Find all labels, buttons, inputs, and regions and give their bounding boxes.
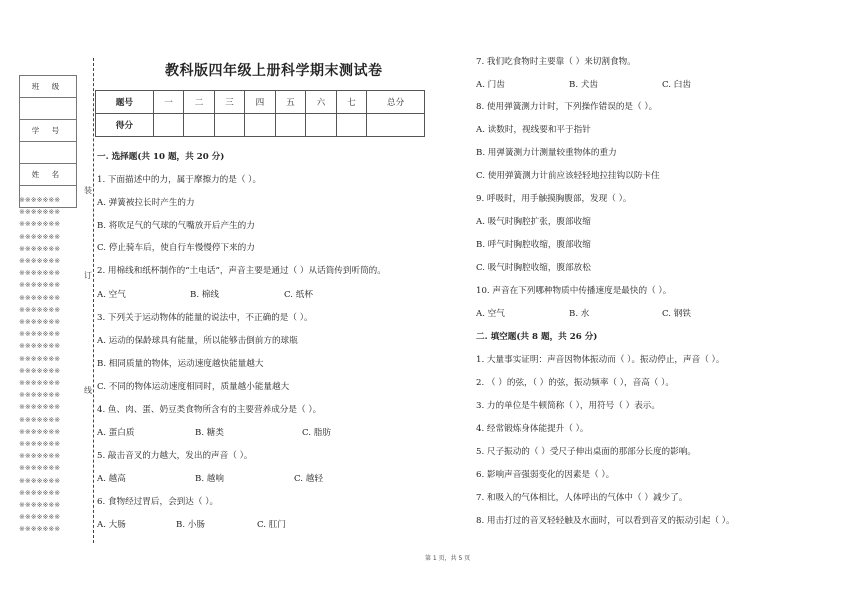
question-4-stem: 4. 鱼、肉、蛋、奶豆类食物所含有的主要营养成分是（ ）。 — [97, 405, 322, 415]
question-6-stem: 6. 食物经过胃后，会到达（ ）。 — [97, 497, 219, 507]
question-5-option-a[interactable]: A. 越高 — [97, 474, 126, 484]
score-header-cell: 一 — [153, 91, 183, 114]
score-cell[interactable] — [336, 114, 366, 137]
score-table-header-row — [96, 91, 425, 114]
page-number: 第 1 页，共 5 页 — [425, 555, 471, 562]
question-7-option-a[interactable]: A. 门齿 — [476, 80, 505, 90]
question-7-option-c[interactable]: C. 臼齿 — [662, 80, 691, 90]
question-3-stem: 3. 下列关于运动物体的能量的说法中，不正确的是（ ）。 — [97, 313, 313, 323]
question-9-option-a[interactable]: A. 吸气时胸腔扩张，腹部收缩 — [476, 217, 591, 227]
score-cell[interactable] — [245, 114, 275, 137]
binding-label-ding: 订 — [84, 271, 92, 280]
score-table — [95, 90, 425, 137]
question-4-option-c[interactable]: C. 脂肪 — [302, 428, 331, 438]
question-9-stem: 9. 呼吸时，用手触摸胸腹部，发现（ ）。 — [476, 194, 632, 204]
question-2-option-c[interactable]: C. 纸杯 — [284, 290, 313, 300]
question-6-option-b[interactable]: B. 小肠 — [176, 520, 205, 530]
score-cell[interactable] — [275, 114, 305, 137]
score-cell[interactable] — [153, 114, 183, 137]
question-5-option-b[interactable]: B. 越响 — [195, 474, 224, 484]
binding-pattern: ※※※※※※※ ※※※※※※※ ※※※※※※※ ※※※※※※※ ※※※※※※※ ※※※※※※※ ※※※※※※※ ※※※※※※※ ※※※※※※※ ※※※※※※※ ※※※※※※※ ※※※※※※※ ※※※※※※※ ※※※※※※※ ※※※※※※※ ※※※※※※※ ※※※※※※※ ※※※※※※※ ※※※※※※※ ※※※※※※※ ※※※※※※※ ※※※※※※※ ※※※※※※※ ※※※※※※※ ※※※※※※※ ※※※※※※※ ※※※※※※※ ※※※※※※※ — [19, 196, 61, 534]
question-5-option-c[interactable]: C. 越轻 — [294, 474, 323, 484]
score-header-cell: 六 — [306, 91, 336, 114]
exam-title: 教科版四年级上册科学期末测试卷 — [165, 63, 383, 79]
question-4-options — [97, 428, 357, 439]
name-label: 姓 名 — [20, 164, 77, 186]
question-3-option-a[interactable]: A. 运动的保龄球具有能量，所以能够击倒前方的球瓶 — [97, 336, 298, 346]
fill-question-3: 3. 力的单位是牛顿简称（ ），用符号（ ）表示。 — [476, 401, 660, 411]
fill-question-8: 8. 用击打过的音叉轻轻触及水面时，可以看到音叉的振动引起（ ）。 — [476, 516, 735, 526]
score-cell[interactable] — [367, 114, 425, 137]
fill-question-5: 5. 尺子振动的（ ）受尺子伸出桌面的那部分长度的影响。 — [476, 447, 696, 457]
question-8-option-a[interactable]: A. 读数时，视线要和平于指针 — [476, 125, 591, 135]
student-number-field[interactable] — [20, 142, 77, 164]
score-table-score-row — [96, 114, 425, 137]
score-header-cell: 四 — [245, 91, 275, 114]
fill-question-4: 4. 经常锻炼身体能提升（ ）。 — [476, 424, 589, 434]
score-header-cell: 总分 — [367, 91, 425, 114]
student-number-label: 学 号 — [20, 120, 77, 142]
question-10-option-c[interactable]: C. 钢铁 — [662, 309, 691, 319]
question-2-option-a[interactable]: A. 空气 — [97, 290, 126, 300]
question-6-option-a[interactable]: A. 大肠 — [97, 520, 126, 530]
question-9-option-b[interactable]: B. 呼气时胸腔收缩，腹部收缩 — [476, 240, 591, 250]
score-cell[interactable] — [184, 114, 214, 137]
section2-heading: 二. 填空题(共 8 题，共 26 分) — [476, 332, 598, 342]
question-4-option-a[interactable]: A. 蛋白质 — [97, 428, 135, 438]
score-header-cell: 三 — [214, 91, 244, 114]
question-7-options — [476, 80, 736, 91]
question-5-options — [97, 474, 357, 485]
fill-question-7: 7. 和吸入的气体相比，人体呼出的气体中（ ）减少了。 — [476, 493, 688, 503]
question-10-stem: 10. 声音在下列哪种物质中传播速度是最快的（ ）。 — [476, 286, 672, 296]
section1-heading: 一. 选择题(共 10 题，共 20 分) — [97, 152, 225, 162]
binding-label-zhuang: 装 — [84, 186, 92, 195]
class-field[interactable] — [20, 98, 77, 120]
binding-label-xian: 线 — [84, 386, 92, 395]
question-1-option-b[interactable]: B. 将吹足气的气球的气嘴放开后产生的力 — [97, 221, 255, 231]
question-7-stem: 7. 我们吃食物时主要靠（ ）来切割食物。 — [476, 57, 636, 67]
score-row-label: 得分 — [96, 114, 154, 137]
question-1-option-c[interactable]: C. 停止骑车后，使自行车慢慢停下来的力 — [97, 243, 255, 253]
question-10-option-b[interactable]: B. 水 — [569, 309, 590, 319]
score-header-cell: 五 — [275, 91, 305, 114]
question-8-option-c[interactable]: C. 使用弹簧测力计前应该轻轻地拉挂钩以防卡住 — [476, 171, 660, 181]
score-header-cell: 题号 — [96, 91, 154, 114]
question-2-options — [97, 290, 357, 301]
question-9-option-c[interactable]: C. 吸气时胸腔收缩，腹部放松 — [476, 263, 591, 273]
question-10-option-a[interactable]: A. 空气 — [476, 309, 505, 319]
score-header-cell: 二 — [184, 91, 214, 114]
fill-question-2: 2. （ ）的弦，（ ）的弦，振动频率（ ），音高（ ）。 — [476, 378, 675, 388]
question-3-option-b[interactable]: B. 相同质量的物体，运动速度越快能量越大 — [97, 359, 264, 369]
question-8-option-b[interactable]: B. 用弹簧测力计测量较重物体的重力 — [476, 148, 617, 158]
question-1-stem: 1. 下面描述中的力，属于摩擦力的是（ ）。 — [97, 175, 262, 185]
question-4-option-b[interactable]: B. 糖类 — [195, 428, 224, 438]
question-6-option-c[interactable]: C. 肛门 — [257, 520, 286, 530]
question-2-option-b[interactable]: B. 棉线 — [190, 290, 219, 300]
question-8-stem: 8. 使用弹簧测力计时，下列操作错误的是（ ）。 — [476, 102, 658, 112]
question-6-options — [97, 520, 357, 531]
question-5-stem: 5. 敲击音叉的力越大，发出的声音（ ）。 — [97, 451, 253, 461]
fill-question-1: 1. 大量事实证明：声音因物体振动而（ ）。振动停止，声音（ ）。 — [476, 355, 725, 365]
class-label: 班 级 — [20, 76, 77, 98]
binding-dashed-line — [93, 58, 94, 543]
question-1-option-a[interactable]: A. 弹簧被拉长时产生的力 — [97, 198, 195, 208]
question-10-options — [476, 309, 736, 320]
question-7-option-b[interactable]: B. 犬齿 — [569, 80, 598, 90]
score-header-cell: 七 — [336, 91, 366, 114]
student-info-table — [19, 75, 77, 208]
question-3-option-c[interactable]: C. 不同的物体运动速度相同时，质量越小能量越大 — [97, 382, 290, 392]
fill-question-6: 6. 影响声音强弱变化的因素是（ ）。 — [476, 470, 615, 480]
score-cell[interactable] — [306, 114, 336, 137]
question-2-stem: 2. 用棉线和纸杯制作的“土电话”，声音主要是通过（ ）从话筒传到听筒的。 — [97, 266, 386, 276]
score-cell[interactable] — [214, 114, 244, 137]
